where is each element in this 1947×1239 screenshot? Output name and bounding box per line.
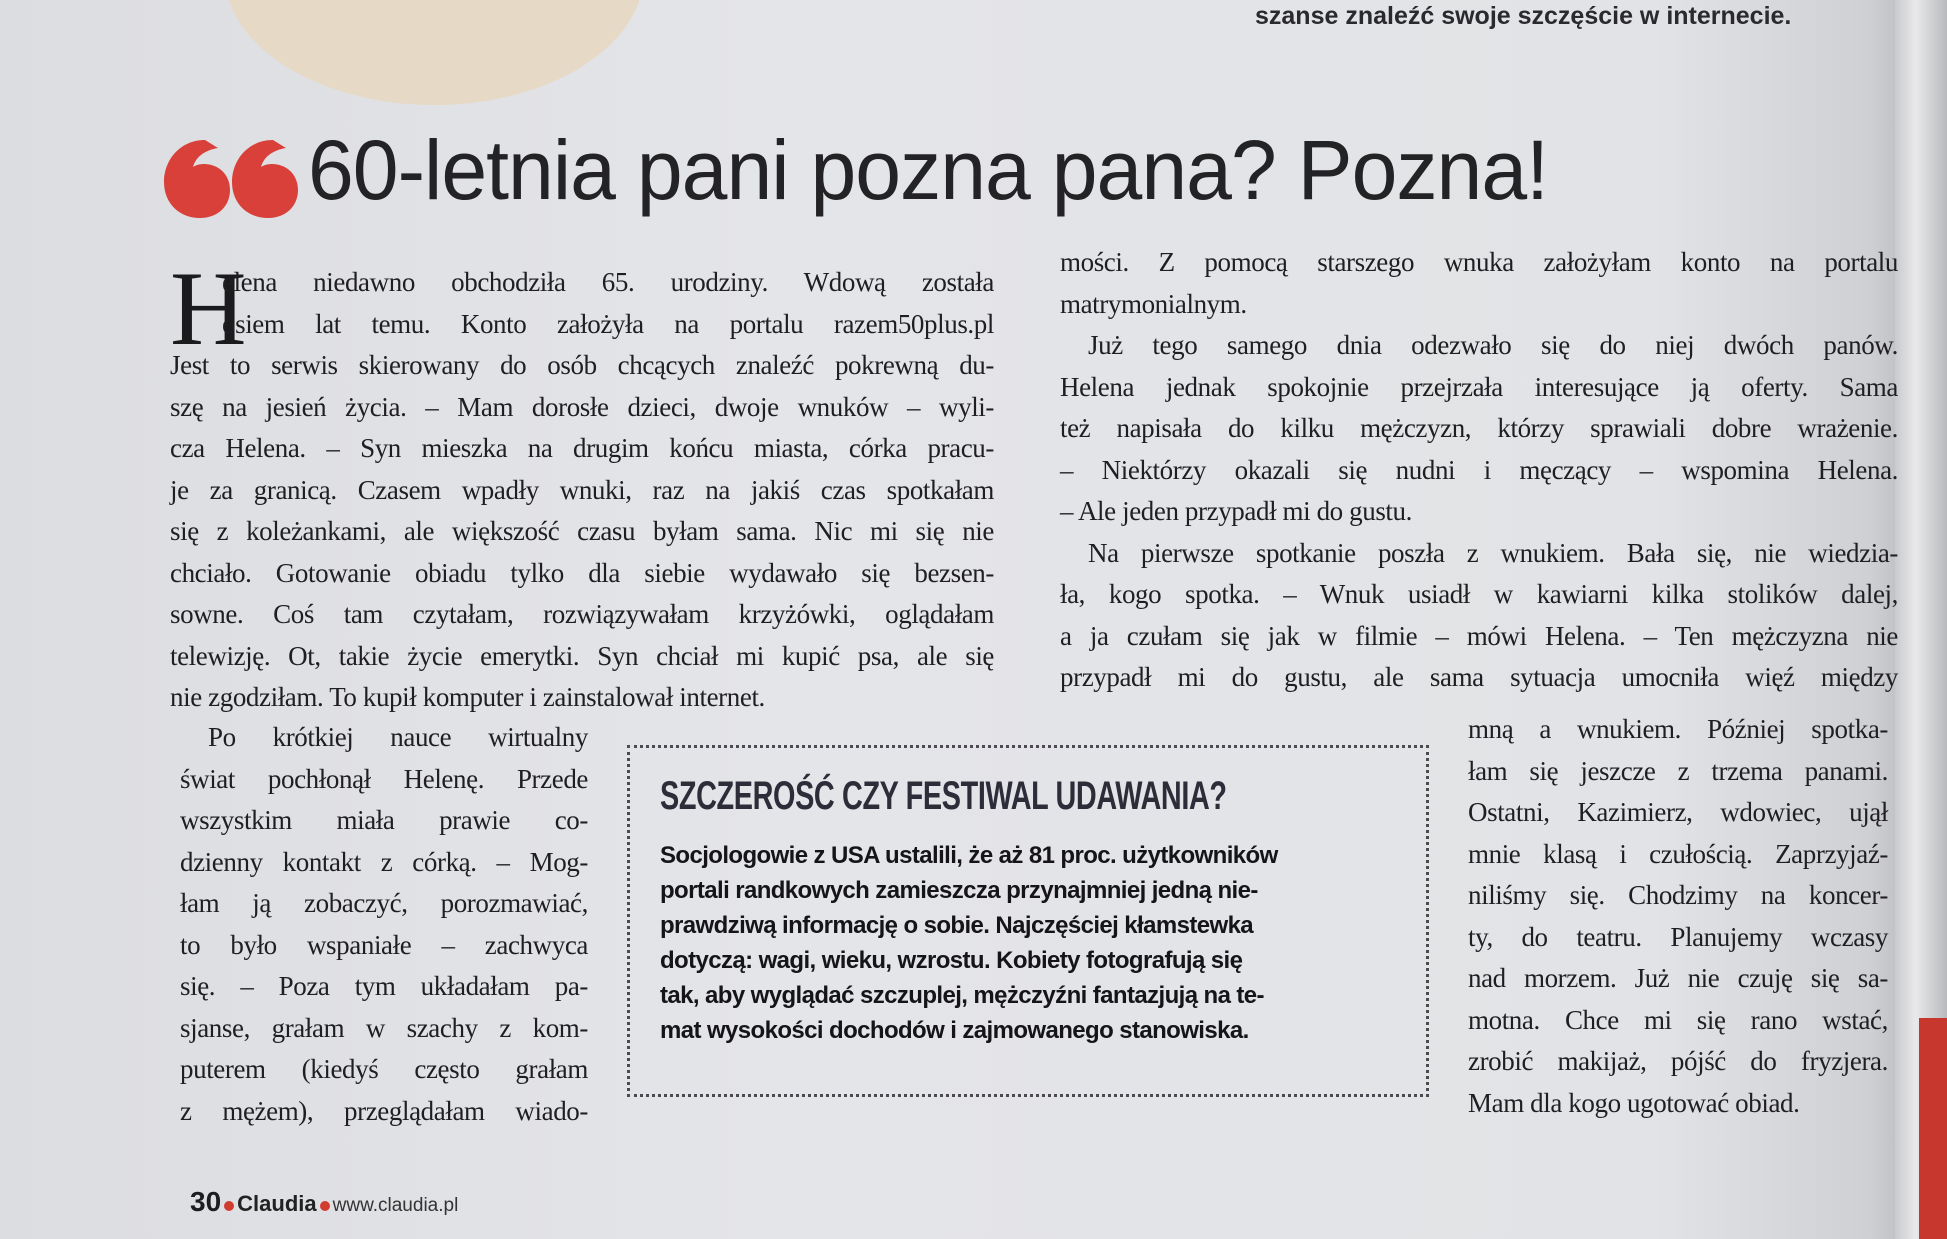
magazine-name: Claudia	[237, 1191, 317, 1216]
sidebar-body	[660, 838, 1405, 1048]
sidebar-line: tak, aby wyglądać szczuplej, mężczyźni fantazjują na te-	[660, 982, 1264, 1009]
article-column-4	[1468, 709, 1888, 1124]
text-line: motna. Chce mi się rano wstać,	[1468, 1004, 1888, 1035]
text-line: Już tego samego dnia odezwało się do niej dwóch panów.	[1088, 330, 1898, 360]
text-line: ła, kogo spotka. – Wnuk usiadł w kawiarni kilka stolików dalej,	[1060, 579, 1898, 609]
article-column-2	[1060, 242, 1898, 699]
text-line: sowne. Coś tam czytałam, rozwiązywałam krzyżówki, oglądałam	[170, 599, 994, 629]
text-line: się. – Poza tym układałam pa-	[180, 971, 588, 1001]
text-line: nie zgodziłam. To kupił komputer i zainstalował internet.	[170, 682, 765, 712]
sidebar-box	[627, 745, 1429, 1097]
sidebar-line: Socjologowie z USA ustalili, że aż 81 proc. użytkowników	[660, 842, 1278, 869]
text-line: matrymonialnym.	[1060, 288, 1247, 319]
article-title: 60-letnia pani pozna pana? Pozna!	[308, 123, 1549, 217]
text-line: je za granicą. Czasem wpadły wnuki, raz na jakiś czas spotkałam	[170, 474, 994, 505]
text-line: ty, do teatru. Planujemy wczasy	[1468, 921, 1888, 952]
text-line: mnie klasą i czułością. Zaprzyjaź-	[1468, 838, 1888, 869]
article-column-1	[170, 250, 994, 719]
decorative-photo-edge	[224, 0, 644, 105]
bullet-dot-icon	[320, 1201, 330, 1211]
page-footer	[190, 1186, 458, 1218]
text-line: szę na jesień życia. – Mam dorosłe dzieci, dwoje wnuków – wyli-	[170, 391, 994, 422]
text-line: Ostatni, Kazimierz, wdowiec, ujął	[1468, 797, 1888, 827]
text-line: telewizję. Ot, takie życie emerytki. Syn chciał mi kupić psa, ale się	[170, 640, 994, 671]
text-line: nad morzem. Już nie czuję się sa-	[1468, 963, 1888, 993]
text-line: mości. Z pomocą starszego wnuka założyłam konto na portalu	[1060, 247, 1898, 277]
text-line: Helena jednak spokojnie przejrzała interesujące ją oferty. Sama	[1060, 371, 1898, 402]
text-line: dzienny kontakt z córką. – Mog-	[180, 846, 588, 877]
text-line: puterem (kiedyś często grałam	[180, 1054, 588, 1084]
sidebar-line: prawdziwą informację o sobie. Najczęściej kłamstewka	[660, 912, 1254, 939]
text-line: elena niedawno obchodziła 65. urodziny. Wdową została	[222, 267, 994, 297]
text-line: chciało. Gotowanie obiadu tylko dla siebie wydawało się bezsen-	[170, 557, 994, 588]
text-line: mną a wnukiem. Później spotka-	[1468, 714, 1888, 744]
sidebar-line: mat wysokości dochodów i zajmowanego stanowiska.	[660, 1017, 1249, 1044]
next-page-red-strip	[1919, 1018, 1947, 1239]
sidebar-line: dotyczą: wagi, wieku, wzrostu. Kobiety fotografują się	[660, 947, 1243, 974]
text-line: sjanse, grałam w szachy z kom-	[180, 1012, 588, 1043]
teaser-text: szanse znaleźć swoje szczęście w internecie.	[1255, 2, 1792, 30]
bullet-dot-icon	[224, 1201, 234, 1211]
text-line: się z koleżankami, ale większość czasu byłam sama. Nic mi się nie	[170, 516, 994, 546]
page-number: 30	[190, 1186, 222, 1217]
text-line: z mężem), przeglądałam wiado-	[180, 1095, 588, 1126]
sidebar-heading: SZCZEROŚĆ CZY FESTIWAL UDAWANIA?	[660, 774, 1227, 818]
text-line: Na pierwsze spotkanie poszła z wnukiem. Bała się, nie wiedzia-	[1088, 537, 1898, 568]
text-line: – Niektórzy okazali się nudni i męczący – wspomina Helena.	[1060, 454, 1898, 485]
drop-cap: H	[170, 250, 247, 367]
text-line: niliśmy się. Chodzimy na koncer-	[1468, 880, 1888, 910]
article-column-3	[180, 717, 588, 1132]
text-line: Po krótkiej nauce wirtualny	[208, 722, 588, 752]
text-line: łam się jeszcze z trzema panami.	[1468, 755, 1888, 786]
text-line: cza Helena. – Syn mieszka na drugim końcu miasta, córka pracu-	[170, 433, 994, 463]
text-line: – Ale jeden przypadł mi do gustu.	[1060, 496, 1412, 526]
text-line: to było wspaniałe – zachwyca	[180, 929, 588, 960]
text-line: też napisała do kilku mężczyzn, którzy sprawiali dobre wrażenie.	[1060, 413, 1898, 443]
text-line: świat pochłonął Helenę. Przede	[180, 763, 588, 794]
text-line: wszystkim miała prawie co-	[180, 805, 588, 835]
text-line: przypadł mi do gustu, ale sama sytuacja umocniła więź między	[1060, 662, 1898, 692]
text-line: łam ją zobaczyć, porozmawiać,	[180, 888, 588, 918]
text-line: Jest to serwis skierowany do osób chcących znaleźć pokrewną du-	[170, 350, 994, 380]
text-line: zrobić makijaż, pójść do fryzjera.	[1468, 1046, 1888, 1076]
text-line: a ja czułam się jak w filmie – mówi Helena. – Ten mężczyzna nie	[1060, 620, 1898, 651]
magazine-url: www.claudia.pl	[332, 1195, 459, 1216]
quote-marks-icon	[160, 130, 300, 220]
text-line: Mam dla kogo ugotować obiad.	[1468, 1087, 1800, 1118]
sidebar-line: portali randkowych zamieszcza przynajmniej jedną nie-	[660, 877, 1258, 904]
text-line: osiem lat temu. Konto założyła na portalu razem50plus.pl	[222, 308, 994, 339]
